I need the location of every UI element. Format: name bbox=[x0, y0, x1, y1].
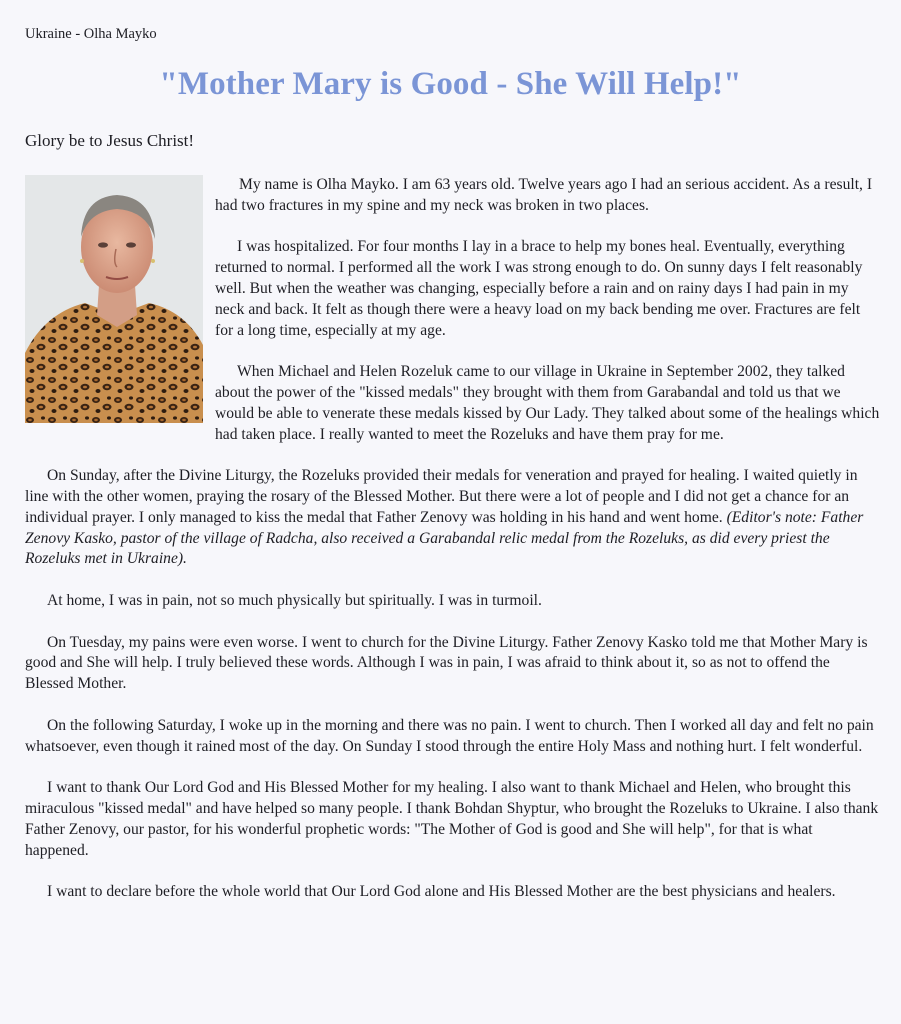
paragraph-6: On Tuesday, my pains were even worse. I went to church for the Divine Liturgy. Father Zenovy Kasko told me that Mother Mary is good and She will help. I truly believed these words. Although I was in pain, I was afraid to think about it, so as not to offend the Blessed Mother. bbox=[25, 633, 868, 693]
article-body bbox=[25, 175, 880, 924]
paragraph-5: At home, I was in pain, not so much physically but spiritually. I was in turmoil. bbox=[47, 591, 542, 609]
country-author-label: Ukraine - Olha Mayko bbox=[25, 26, 157, 42]
portrait-photo-icon bbox=[25, 175, 203, 423]
greeting-line: Glory be to Jesus Christ! bbox=[25, 131, 195, 150]
article-title: "Mother Mary is Good - She Will Help!" bbox=[159, 66, 742, 102]
paragraph-4 bbox=[25, 466, 880, 570]
paragraph-4-text: On Sunday, after the Divine Liturgy, the Rozeluks provided their medals for veneration and prayed for healing. I waited quietly in line with the other women, praying the rosary of the Blessed Mother. But there were a lot of people and I did not get a chance for an individual prayer. I only managed to kiss the medal that Father Zenovy was holding in his hand and went home. bbox=[25, 467, 858, 526]
paragraph-9: I want to declare before the whole world that Our Lord God alone and His Blessed Mother are the best physicians and healers. bbox=[47, 883, 836, 901]
paragraph-8: I want to thank Our Lord God and His Blessed Mother for my healing. I also want to thank Michael and Helen, who brought this miraculous "kissed medal" and have helped so many people. I thank Bohdan Shyptur, who brought the Rozeluks to Ukraine. I also thank Father Zenovy, our pastor, for his wonderful prophetic words: "The Mother of God is good and She will help", for that is what happened. bbox=[25, 779, 879, 859]
paragraph-7: On the following Saturday, I woke up in the morning and there was no pain. I went to church. Then I worked all day and felt no pain whatsoever, even though it rained most of the day. On Sunday I stood through the entire Holy Mass and nothing hurt. I felt wonderful. bbox=[25, 716, 874, 755]
editor-note: (Editor's note: Father Zenovy Kasko, pastor of the village of Radcha, also received a Garabandal relic medal from the Rozeluks, as did every priest the Rozeluks met in Ukraine). bbox=[25, 508, 864, 568]
paragraph-2: I was hospitalized. For four months I lay in a brace to help my bones heal. Eventually, everything returned to normal. I performed all the work I was strong enough to do. On sunny days I felt reasonably well. But when the weather was changing, especially before a rain and on rainy days I had pain in my neck and back. It felt as though there were a heavy load on my back bending me over. Fractures are felt for a long time, especially at my age. bbox=[215, 238, 863, 339]
paragraph-3: When Michael and Helen Rozeluk came to our village in Ukraine in September 2002, they talked about the power of the "kissed medals" they brought with them from Garabandal and told us that we would be able to venerate these medals kissed by Our Lady. They talked about some of the healings which had taken place. I really wanted to meet the Rozeluks and have them pray for me. bbox=[215, 363, 880, 443]
paragraph-1: My name is Olha Mayko. I am 63 years old. Twelve years ago I had an serious accident. As a result, I had two fractures in my spine and my neck was broken in two places. bbox=[215, 176, 873, 214]
